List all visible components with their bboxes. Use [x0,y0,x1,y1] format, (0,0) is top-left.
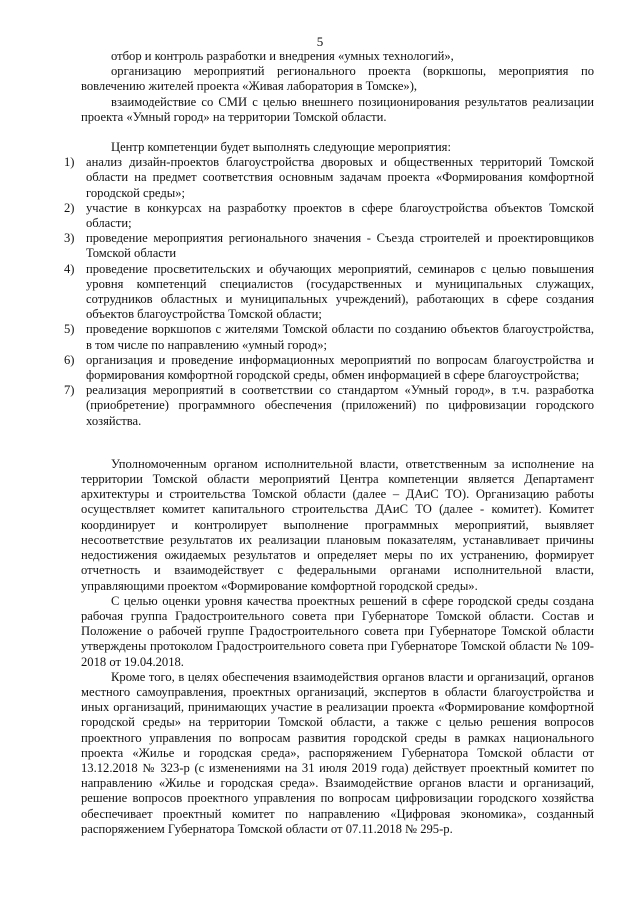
activity-number: 1) [64,155,75,170]
intro-line-2: организацию мероприятий регионального проекта (воркшопы, мероприятия по вовлечению жителей проекта «Живая лаборатория в Томске»), [81,64,594,94]
page-number: 5 [316,34,324,49]
activity-text: реализация мероприятий в соответствии со стандартом «Умный город», в т.ч. разработка (приобретение) программного обеспечения (приложений) по цифровизации городского хозяйства. [86,383,594,428]
activity-text: проведение просветительских и обучающих мероприятий, семинаров с целью повышения уровня компетенций специалистов (государственных и муниципальных служащих, сотрудников областных и муниципальных учреждений), работающих в сфере создания объектов благоустройства Томской области; [86,261,594,322]
activity-number: 5) [64,322,75,337]
activity-number: 4) [64,261,75,276]
intro-line-3: взаимодействие со СМИ с целью внешнего позиционирования результатов реализации проекта «Умный город» на территории Томской области. [81,94,594,124]
activities-lead: Центр компетенции будет выполнять следующие мероприятия: [111,140,451,155]
activity-item [64,155,594,201]
activity-number: 6) [64,352,75,367]
intro-block [81,49,594,125]
activity-text: проведение воркшопов с жителями Томской области по созданию объектов благоустройства, в том числе по направлению «умный город»; [86,322,594,352]
activity-item [64,262,594,323]
activity-item [64,231,594,261]
paragraph-project-committee: Кроме того, в целях обеспечения взаимодействия органов власти и организаций, органов местного самоуправления, проектных организаций, экспертов в области благоустройства и иных организаций, принимающих участие в реализации проекта «Формирование комфортной городской среды» на территории Томской области, а также с целью решения вопросов проектного управления по вопросам развития городской среды в рамках национального проекта «Жилье и городская среда», распоряжением Губернатора Томской области от 13.12.2018 № 323-р (с изменениями на 31 июля 2019 года) действует проектный комитет по направлению «Жилье и городская среда». Взаимодействие органов власти и организаций, решение вопросов проектного управления по вопросам цифровизации городского хозяйства обеспечивает проектный комитет по направлению «Цифровая экономика», созданный распоряжением Губернатора Томской области от 07.11.2018 № 295-р. [81,669,594,836]
activity-text: проведение мероприятия регионального значения - Съезда строителей и проектировщиков Томской области [86,231,594,261]
activity-text: организация и проведение информационных мероприятий по вопросам благоустройства и формирования комфортной городской среды, обмен информацией в сфере благоустройства; [86,352,594,383]
activity-item [64,201,594,231]
paragraph-authority: Уполномоченным органом исполнительной власти, ответственным за исполнение на территории Томской области мероприятий Центра компетенции является Департамент архитектуры и строительства Томской области (далее – ДАиС ТО). Организацию работы осуществляет комитет капитального строительства ДАиС ТО (далее - комитет). Комитет координирует и контролирует выполнение программных мероприятий, выявляет несоответствие результатов их реализации плановым показателям, устанавливает причины недостижения ожидаемых результатов и определяет меры по их устранению, формирует отчетность и взаимодействует с федеральными органами исполнительной власти, управляющими проектом «Формирование комфортной городской среды». [81,456,594,593]
activity-item [64,353,594,383]
activity-number: 7) [64,383,75,398]
activity-text: участие в конкурсах на разработку проектов в сфере благоустройства объектов Томской области; [86,200,594,231]
page-content [64,49,594,837]
intro-line-1: отбор и контроль разработки и внедрения «умных технологий», [111,49,454,63]
activity-number: 3) [64,231,75,246]
activity-number: 2) [64,200,75,215]
paragraph-working-group: С целью оценки уровня качества проектных решений в сфере городской среды создана рабочая группа Градостроительного совета при Губернаторе Томской области. Состав и Положение о рабочей группе Градостроительного совета при Губернаторе Томской области утверждены протоколом Градостроительного совета при Губернаторе Томской области № 109-2018 от 19.04.2018. [81,593,594,669]
activity-item [64,322,594,352]
activity-text: анализ дизайн-проектов благоустройства дворовых и общественных территорий Томской области на предмет соответствия основным задачам проекта «Формирования комфортной городской среды»; [86,155,594,200]
activity-item [64,383,594,429]
activities-list [64,155,594,429]
